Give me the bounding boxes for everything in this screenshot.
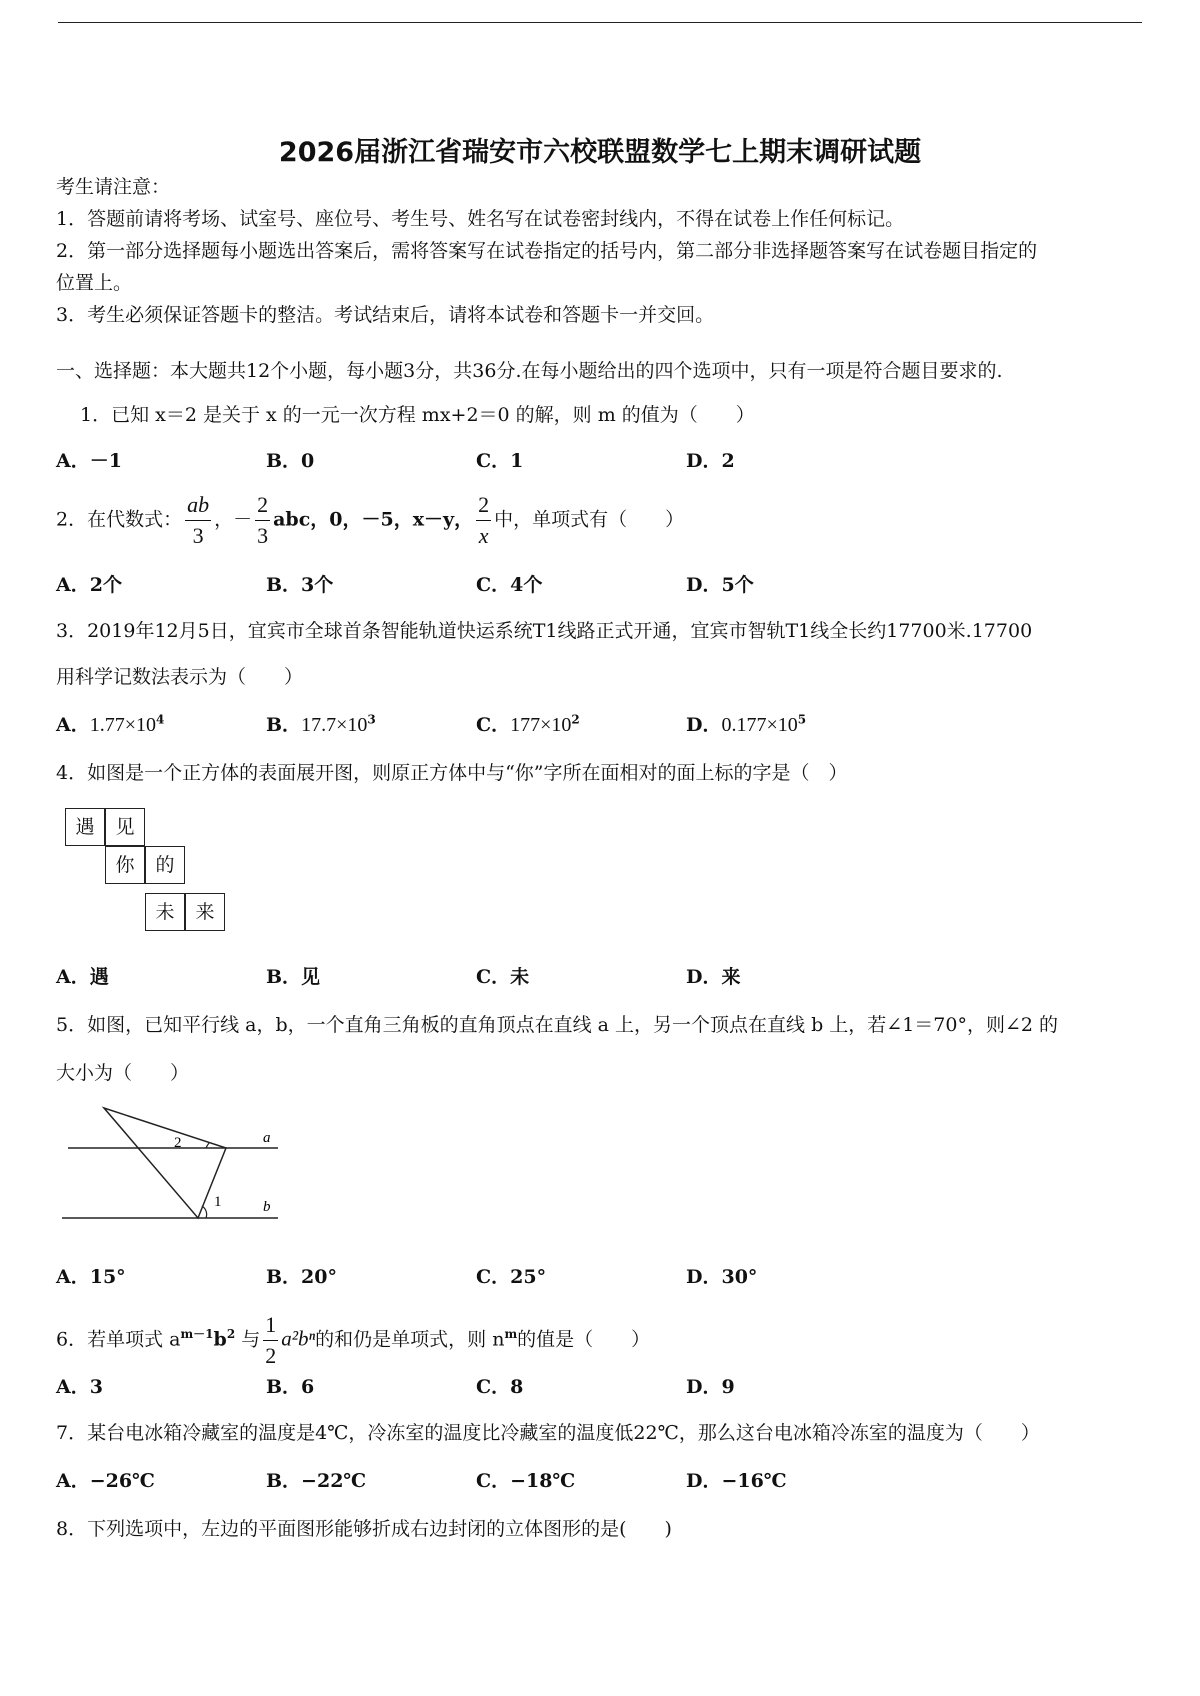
q3-option-d: [686, 710, 806, 737]
q6-suffix: 的和仍是单项式，则 n: [315, 1328, 505, 1351]
q2-frac2-numerator: 2: [255, 490, 270, 521]
q3-b-label: B．: [266, 714, 302, 736]
header-rule: [58, 22, 1142, 23]
q2-middle: abc，0，－5，x－y，: [273, 508, 474, 531]
q2-fraction-ab-3: [185, 490, 211, 551]
exam-title: 2026届浙江省瑞安市六校联盟数学七上期末调研试题: [278, 137, 922, 168]
q2-frac1-numerator: ab: [185, 490, 211, 521]
q6-exp2: 2: [226, 1327, 236, 1342]
q6-frac-numerator: 1: [263, 1310, 278, 1341]
q2-sep: ，－: [214, 508, 253, 531]
q3-d-exp: 5: [797, 712, 807, 727]
question-5-line1: 5．如图，已知平行线 a，b，一个直角三角板的直角顶点在直线 a 上，另一个顶点在直线 b 上，若∠1＝70°，则∠2 的: [56, 1014, 1059, 1036]
q3-option-c: [476, 710, 580, 737]
q6-option-b: B．6: [266, 1376, 315, 1398]
q7-option-c: C．−18℃: [476, 1470, 576, 1492]
section-heading: 一、选择题：本大题共12个小题，每小题3分，共36分.在每小题给出的四个选项中，只有一项是符合题目要求的.: [56, 360, 1003, 382]
notice-heading: 考生请注意：: [56, 176, 171, 198]
right-triangle: [104, 1108, 226, 1218]
notice-item-3: 3．考生必须保证答题卡的整洁。考试结束后，请将本试卷和答题卡一并交回。: [56, 304, 715, 326]
question-6-stem: [56, 1310, 650, 1371]
q4-option-a: A．遇: [56, 966, 109, 988]
q4-option-c: C．未: [476, 966, 530, 988]
q3-b-exp: 3: [367, 712, 376, 727]
notice-item-2-cont: 位置上。: [56, 272, 133, 294]
notice-item-2: 2．第一部分选择题每小题选出答案后，需将答案写在试卷指定的括号内，第二部分非选择题答案写在试卷题目指定的: [56, 240, 1038, 262]
q7-option-a: A．−26℃: [56, 1470, 155, 1492]
q1-option-c: C．1: [476, 450, 524, 472]
q6-frac-denominator: 2: [265, 1343, 277, 1368]
question-8-stem: 8．下列选项中，左边的平面图形能够折成右边封闭的立体图形的是( ): [56, 1518, 672, 1540]
q2-fraction-2-x: [476, 490, 491, 551]
q3-c-base: 177×10: [510, 714, 572, 736]
q2-frac2-denominator: 3: [257, 523, 269, 548]
net-face-1: 遇: [65, 808, 105, 846]
q3-d-label: D．: [686, 714, 722, 736]
q5-option-c: C．25°: [476, 1266, 547, 1288]
q6-prefix: 6．若单项式 a: [56, 1328, 181, 1351]
question-1-stem: 1．已知 x＝2 是关于 x 的一元一次方程 mx+2＝0 的解，则 m 的值为（ ）: [80, 404, 755, 426]
q6-exp3: m: [504, 1327, 518, 1342]
net-face-6: 来: [185, 893, 225, 931]
q3-a-exp: 4: [156, 712, 165, 727]
q2-option-c: C．4个: [476, 574, 543, 596]
q6-with: 与: [235, 1328, 261, 1351]
q4-option-d: D．来: [686, 966, 741, 988]
net-face-2: 见: [105, 808, 145, 846]
question-5-line2: 大小为（ ）: [56, 1062, 190, 1084]
q6-option-d: D．9: [686, 1376, 735, 1398]
q7-option-b: B．−22℃: [266, 1470, 367, 1492]
q2-option-a: A．2个: [56, 574, 122, 596]
q3-option-a: [56, 710, 164, 737]
question-2-stem: [56, 490, 684, 551]
q6-exp1: m－1: [180, 1327, 214, 1342]
q5-option-a: A．15°: [56, 1266, 126, 1288]
q3-a-label: A．: [56, 714, 90, 736]
net-face-3: 你: [105, 846, 145, 884]
q1-option-a: A．－1: [56, 450, 122, 472]
q2-prefix: 2．在代数式：: [56, 508, 183, 531]
question-3-line2: 用科学记数法表示为（ ）: [56, 666, 304, 688]
q5-option-d: D．30°: [686, 1266, 758, 1288]
q3-c-exp: 2: [571, 712, 580, 727]
q1-option-d: D．2: [686, 450, 735, 472]
q6-option-c: C．8: [476, 1376, 524, 1398]
q4-option-b: B．见: [266, 966, 321, 988]
net-face-4: 的: [145, 846, 185, 884]
label-angle-2: 2: [174, 1135, 182, 1151]
q2-frac3-numerator: 2: [476, 490, 491, 521]
net-face-5: 未: [145, 893, 185, 931]
q2-frac3-denominator: x: [478, 523, 489, 548]
label-a: a: [263, 1130, 271, 1146]
q6-fraction-1-2: [263, 1310, 278, 1371]
q6-b: b: [213, 1328, 227, 1351]
q3-a-base: 1.77×10: [89, 714, 157, 736]
q7-option-d: D．−16℃: [686, 1470, 787, 1492]
label-angle-1: 1: [214, 1194, 222, 1210]
q1-option-b: B．0: [266, 450, 315, 472]
parallel-lines-triangle-figure: [56, 1100, 296, 1225]
q2-fraction-2-3: [255, 490, 270, 551]
label-b: b: [263, 1199, 271, 1215]
question-7-stem: 7．某台电冰箱冷藏室的温度是4℃，冷冻室的温度比冷藏室的温度低22℃，那么这台电冰箱冷冻室的温度为（ ）: [56, 1422, 1040, 1444]
question-3-line1: 3．2019年12月5日，宜宾市全球首条智能轨道快运系统T1线路正式开通，宜宾市智轨T1线全长约17700米.17700: [56, 620, 1033, 642]
q2-suffix: 中，单项式有（ ）: [494, 508, 685, 531]
q2-option-d: D．5个: [686, 574, 754, 596]
q3-option-b: [266, 710, 376, 737]
q2-frac1-denominator: 3: [192, 523, 204, 548]
q2-option-b: B．3个: [266, 574, 334, 596]
q3-d-base: 0.177×10: [721, 714, 798, 736]
question-4-stem: 4．如图是一个正方体的表面展开图，则原正方体中与“你”字所在面相对的面上标的字是（ ）: [56, 762, 848, 784]
notice-item-1: 1．答题前请将考场、试室号、座位号、考生号、姓名写在试卷密封线内，不得在试卷上作任何标记。: [56, 208, 905, 230]
q6-tail: 的值是（ ）: [517, 1328, 651, 1351]
q3-b-base: 17.7×10: [301, 714, 368, 736]
q6-monomial: a²bⁿ: [281, 1326, 316, 1351]
q3-c-label: C．: [476, 714, 511, 736]
q6-option-a: A．3: [56, 1376, 103, 1398]
q5-option-b: B．20°: [266, 1266, 337, 1288]
